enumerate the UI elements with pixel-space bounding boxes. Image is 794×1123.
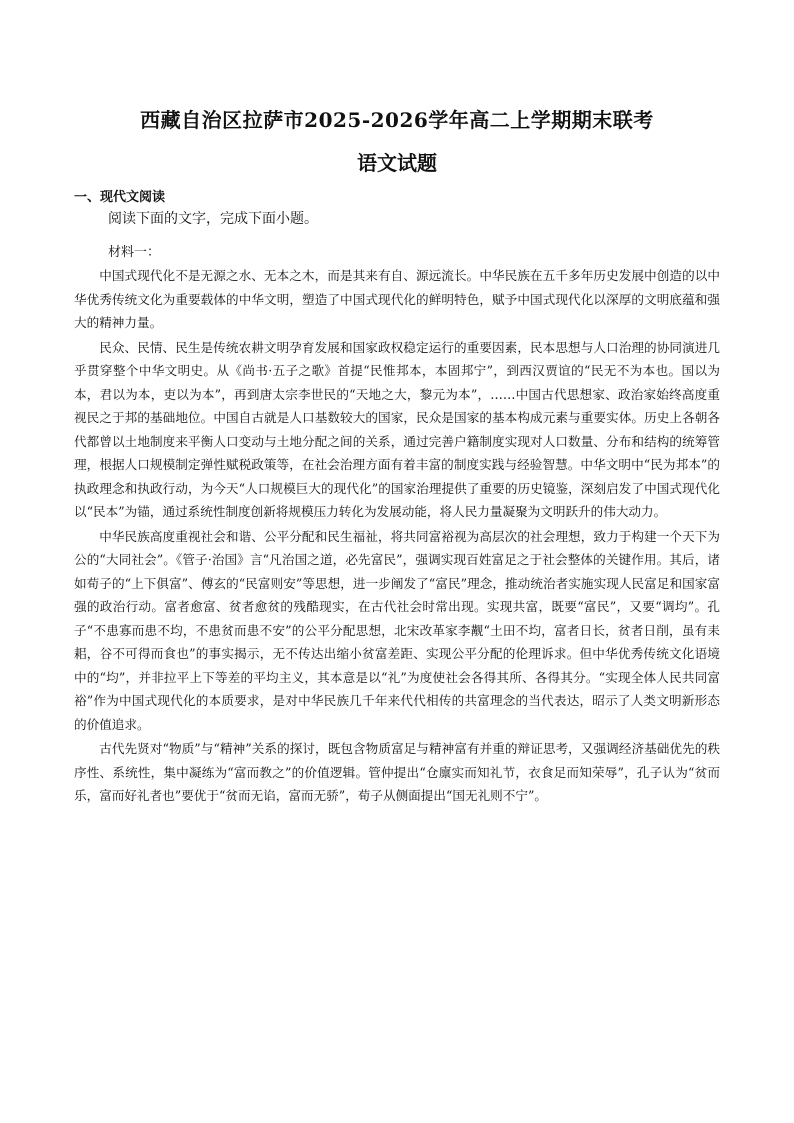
material-label: 材料一： [108,245,161,260]
exam-subtitle: 语文试题 [357,151,437,175]
paragraph-2: 民众、民情、民生是传统农耕文明孕育发展和国家政权稳定运行的重要因素，民本思想与人口治理的协同演进几乎贯穿整个中华文明史。从《尚书·五子之歌》首提“民惟邦本，本固邦宁”，到西汉贾谊的“民无不为本也。国以为本，君以为本，吏以为本”，再到唐太宗李世民的“天地之大，黎元为本”，……中国古代思想家、政治家始终高度重视民之于邦的基础地位。中国自古就是人口基数较大的国家，民众是国家的基本构成元素与重要实体。历史上各朝各代都曾以土地制度来平衡人口变动与土地分配之间的关系，通过完善户籍制度实现对人口数量、分布和结构的统筹管理，根据人口规模制定弹性赋税政策等，在社会治理方面有着丰富的制度实践与经验智慧。中华文明中“民为邦本”的执政理念和执政行动，为今天“人口规模巨大的现代化”的国家治理提供了重要的历史镜鉴，深刻启发了中国式现代化以“民本”为锚，通过系统性制度创新将规模压力转化为发展动能，将人民力量凝聚为文明跃升的伟大动力。 [74,339,720,519]
exam-title: 西藏自治区拉萨市2025-2026学年高二上学期期末联考 [140,108,654,132]
reading-instruction: 阅读下面的文字，完成下面小题。 [108,211,318,227]
material-text [74,264,720,809]
paragraph-1: 中国式现代化不是无源之水、无本之木，而是其来有自、源远流长。中华民族在五千多年历史发展中创造的以中华优秀传统文化为重要载体的中华文明，塑造了中国式现代化的鲜明特色，赋予中国式现代化以深厚的文明底蕴和强大的精神力量。 [74,268,720,330]
section-heading: 一、现代文阅读 [74,190,166,205]
paragraph-3: 中华民族高度重视社会和谐、公平分配和民生福祉，将共同富裕视为高层次的社会理想，致力于构建一个天下为公的“大同社会”。《管子·治国》言“凡治国之道，必先富民”，强调实现百姓富足之于社会整体的关键作用。其后，诸如荀子的“上下俱富”、傅玄的“民富则安”等思想，进一步阐发了“富民”理念，推动统治者实施实现人民富足和国家富强的政治行动。富者愈富、贫者愈贫的残酷现实，在古代社会时常出现。实现共富，既要“富民”，又要“调均”。孔子“不患寡而患不均，不患贫而患不安”的公平分配思想，北宋改革家李觏“土田不均，富者日长，贫者日削，虽有耒耜，谷不可得而食也”的事实揭示，无不传达出缩小贫富差距、实现公平分配的伦理诉求。但中华优秀传统文化语境中的“均”，并非拉平上下等差的平均主义，其本意是以“礼”为度使社会各得其所、各得其分。“实现全体人民共同富裕”作为中国式现代化的本质要求，是对中华民族几千年来代代相传的共富理念的当代表达，昭示了人类文明新形态的价值追求。 [74,528,720,732]
paragraph-4: 古代先贤对“物质”与“精神”关系的探讨，既包含物质富足与精神富有并重的辩证思考，又强调经济基础优先的秩序性、系统性，集中凝练为“富而教之”的价值逻辑。管仲提出“仓廪实而知礼节，衣食足而知荣辱”，孔子认为“贫而乐，富而好礼者也”要优于“贫而无谄，富而无骄”，荀子从侧面提出“国无礼则不宁”。 [74,741,720,803]
